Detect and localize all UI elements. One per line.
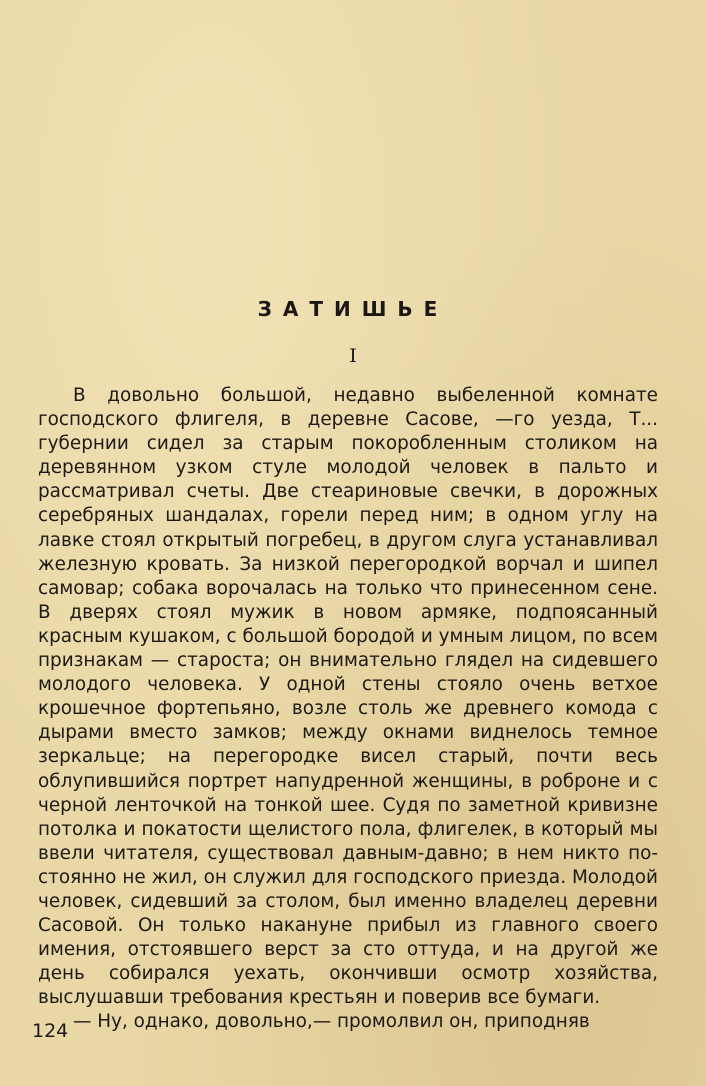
paragraph-2: — Ну, однако, довольно,— промолвил он, приподняв bbox=[73, 1011, 590, 1033]
story-title: ЗАТИШЬЕ bbox=[257, 297, 449, 321]
chapter-number: I bbox=[349, 345, 357, 367]
body-text bbox=[38, 384, 658, 1035]
page-number: 124 bbox=[32, 1020, 69, 1042]
paragraph-1: В довольно большой, недавно выбеленной комнате господского флигеля, в деревне Сасове, —го уезда, Т... губернии сидел за старым покоробленным столиком на деревянном узком стуле молодой человек в пальто и рассматривал счеты. Две стеариновые свечки, в дорожных серебряных шандалах, горели перед ним; в одном углу на лавке стоял открытый погребец, в другом слуга устанавливал железную кровать. За низкой перегородкой ворчал и шипел самовар; собака ворочалась на только что принесенном сене. В дверях стоял мужик в новом армяке, подпоясанный красным кушаком, с большой бородой и умным лицом, по всем признакам — староста; он внимательно глядел на сидевшего молодого человека. У одной стены стояло очень ветхое крошечное фортепьяно, возле столь же древнего комода с дырами вместо замков; между окнами виднелось темное зеркальце; на перегородке висел старый, почти весь облупившийся портрет напудренной женщины, в роброне и с черной ленточкой на тонкой шее. Судя по заметной кривизне потолка и покатости щелистого пола, флигелек, в который мы ввели читателя, существовал давным-давно; в нем никто постоянно не жил, он служил для господского приезда. Молодой человек, сидевший за столом, был именно владелец деревни Сасовой. Он только накануне прибыл из главного своего имения, отстоявшего верст за сто оттуда, и на другой же день собирался уехать, окончивши осмотр хозяйства, выслушавши требования крестьян и поверив все бумаги. bbox=[38, 385, 658, 1009]
